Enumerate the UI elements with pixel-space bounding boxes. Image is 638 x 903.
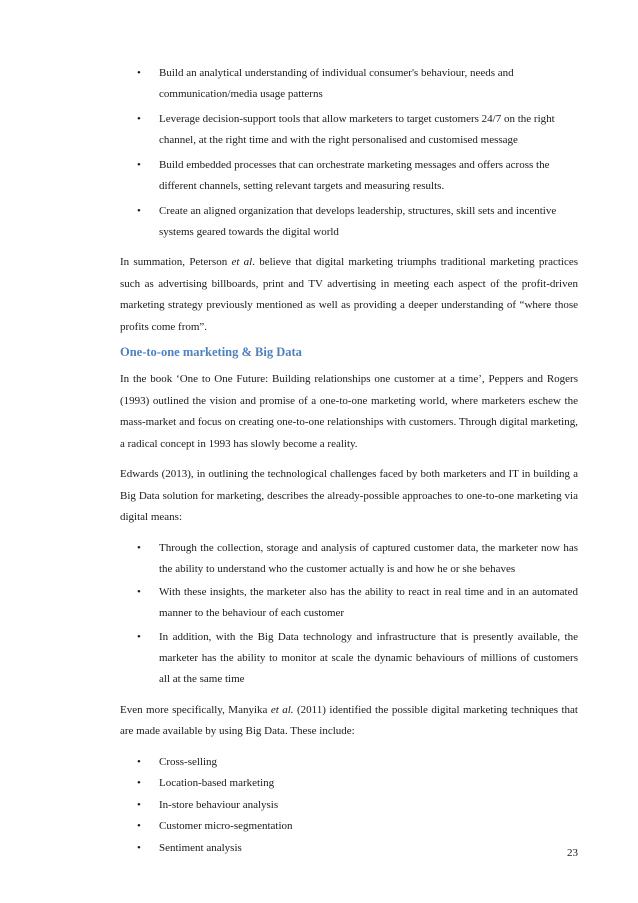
- bullet-icon: •: [137, 798, 141, 811]
- list-item: [120, 109, 578, 151]
- list-item: [120, 627, 578, 691]
- list-item-text: Customer micro-segmentation: [159, 820, 293, 833]
- list-item-text: Create an aligned organization that develops leadership, structures, skill sets and incentive systems geared towards the digital world: [159, 205, 557, 238]
- list-item: [120, 752, 578, 774]
- bullet-icon: •: [137, 630, 141, 643]
- list-item-text: Build an analytical understanding of individual consumer's behaviour, needs and communication/media usage patterns: [159, 67, 514, 100]
- summation-paragraph: In summation, Peterson et al. believe that digital marketing triumphs traditional marketing practices such as advertising billboards, print and TV advertising in meeting each aspect of the profit-driven marketing strategy previously mentioned as well as providing a deeper understanding of “where those profits come from”.: [120, 256, 579, 333]
- bullet-icon: •: [137, 113, 141, 125]
- manyika-paragraph: Even more specifically, Manyika et al. (2011) identified the possible digital marketing techniques that are made available by using Big Data. These include:: [120, 703, 578, 738]
- peppers-rogers-paragraph: In the book ‘One to One Future: Building relationships one customer at a time’, Peppers and Rogers (1993) outlined the vision and promise of a one-to-one marketing world, where marketers eschew the mass-market and focus on creating one-to-one relationships with customers. Through digital marketing, a radical concept in 1993 has slowly become a reality.: [120, 373, 578, 450]
- list-item-text: Through the collection, storage and analysis of captured customer data, the marketer now has the ability to understand who the customer actually is and how he or she behaves: [159, 541, 578, 575]
- edwards-paragraph: Edwards (2013), in outlining the technological challenges faced by both marketers and IT in building a Big Data solution for marketing, describes the already-possible approaches to one-to-one marketing via digital means:: [120, 468, 578, 523]
- list-item: [120, 155, 578, 197]
- list-item-text: Cross-selling: [159, 755, 218, 768]
- list-item: [120, 795, 578, 817]
- top-bullet-list: [120, 63, 578, 243]
- page-number: 23: [567, 847, 578, 859]
- list-item-text: Build embedded processes that can orchestrate marketing messages and offers across the different channels, setting relevant targets and measuring results.: [159, 159, 550, 192]
- section-heading: One-to-one marketing & Big Data: [120, 345, 302, 359]
- bullet-icon: •: [137, 586, 141, 599]
- list-item-text: Location-based marketing: [159, 777, 275, 790]
- list-item: [120, 538, 578, 581]
- list-item: [120, 582, 578, 625]
- bullet-icon: •: [137, 159, 141, 171]
- list-item-text: Leverage decision-support tools that allow marketers to target customers 24/7 on the right channel, at the right time and with the right personalised and customised message: [159, 113, 555, 146]
- list-item: [120, 816, 578, 838]
- list-item-text: In-store behaviour analysis: [159, 798, 279, 811]
- bullet-icon: •: [137, 541, 141, 554]
- middle-bullet-list: [120, 538, 578, 691]
- bullet-icon: •: [137, 777, 141, 790]
- list-item-text: Sentiment analysis: [159, 841, 242, 854]
- bullet-icon: •: [137, 67, 141, 79]
- list-item-text: In addition, with the Big Data technology and infrastructure that is presently available, the marketer has the ability to monitor at scale the dynamic behaviours of millions of customers all at the same time: [159, 630, 578, 686]
- list-item: [120, 63, 578, 105]
- bullet-icon: •: [137, 755, 141, 768]
- bullet-icon: •: [137, 841, 141, 854]
- list-item: [120, 773, 578, 795]
- bullet-icon: •: [137, 820, 141, 833]
- page-content: [120, 63, 578, 859]
- bullet-icon: •: [137, 205, 141, 217]
- list-item-text: With these insights, the marketer also has the ability to react in real time and in an automated manner to the behaviour of each customer: [159, 586, 578, 620]
- list-item: [120, 201, 578, 243]
- list-item: [120, 838, 578, 860]
- bottom-bullet-list: [120, 752, 578, 860]
